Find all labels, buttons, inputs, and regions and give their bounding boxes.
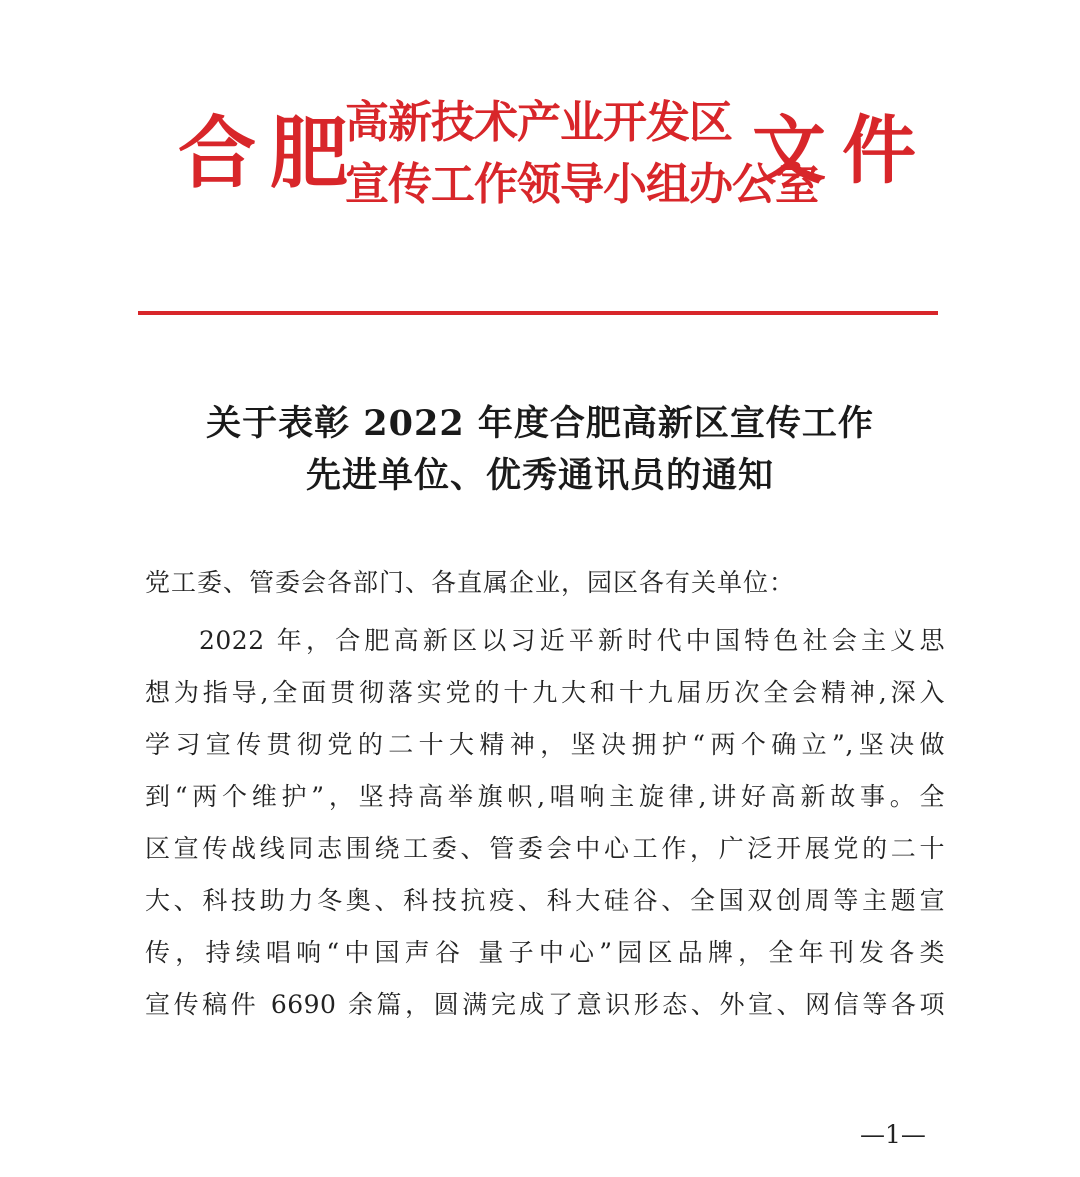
body-line: 宣传稿件 6690 余篇，圆满完成了意识形态、外宣、网信等各项 <box>145 990 945 1019</box>
header-issuer-line-1: 高新技术产业开发区 <box>345 97 732 148</box>
body-line: 学习宣传贯彻党的二十大精神，坚决拥护“两个确立”,坚决做 <box>145 730 945 759</box>
document-title-line-2: 先进单位、优秀通讯员的通知 <box>305 455 774 496</box>
body-line: 传，持续唱响“中国声谷 量子中心”园区品牌，全年刊发各类 <box>145 938 945 967</box>
header-issuer-line-2: 宣传工作领导小组办公室 <box>345 159 818 210</box>
document-header <box>0 0 1080 300</box>
document-title-line-1: 关于表彰 2022 年度合肥高新区宣传工作 <box>206 403 874 444</box>
page-number: —1— <box>860 1120 926 1149</box>
document-title <box>0 398 1080 502</box>
header-city: 合肥 <box>178 108 363 199</box>
header-issuer <box>345 92 818 216</box>
body-line: 想为指导,全面贯彻落实党的十九大和十九届历次全会精神,深入 <box>145 678 945 707</box>
body-line: 到“两个维护”，坚持高举旗帜,唱响主旋律,讲好高新故事。全 <box>145 782 945 811</box>
salutation: 党工委、管委会各部门、各直属企业，园区各有关单位： <box>145 568 796 597</box>
body-line: 区宣传战线同志围绕工委、管委会中心工作，广泛开展党的二十 <box>145 834 945 863</box>
body-line: 2022 年，合肥高新区以习近平新时代中国特色社会主义思 <box>199 626 945 655</box>
header-red-rule <box>138 311 938 315</box>
header-document-label: 文件 <box>752 108 932 194</box>
body-paragraph <box>145 617 945 1033</box>
body-line: 大、科技助力冬奥、科技抗疫、科大硅谷、全国双创周等主题宣 <box>145 886 945 915</box>
